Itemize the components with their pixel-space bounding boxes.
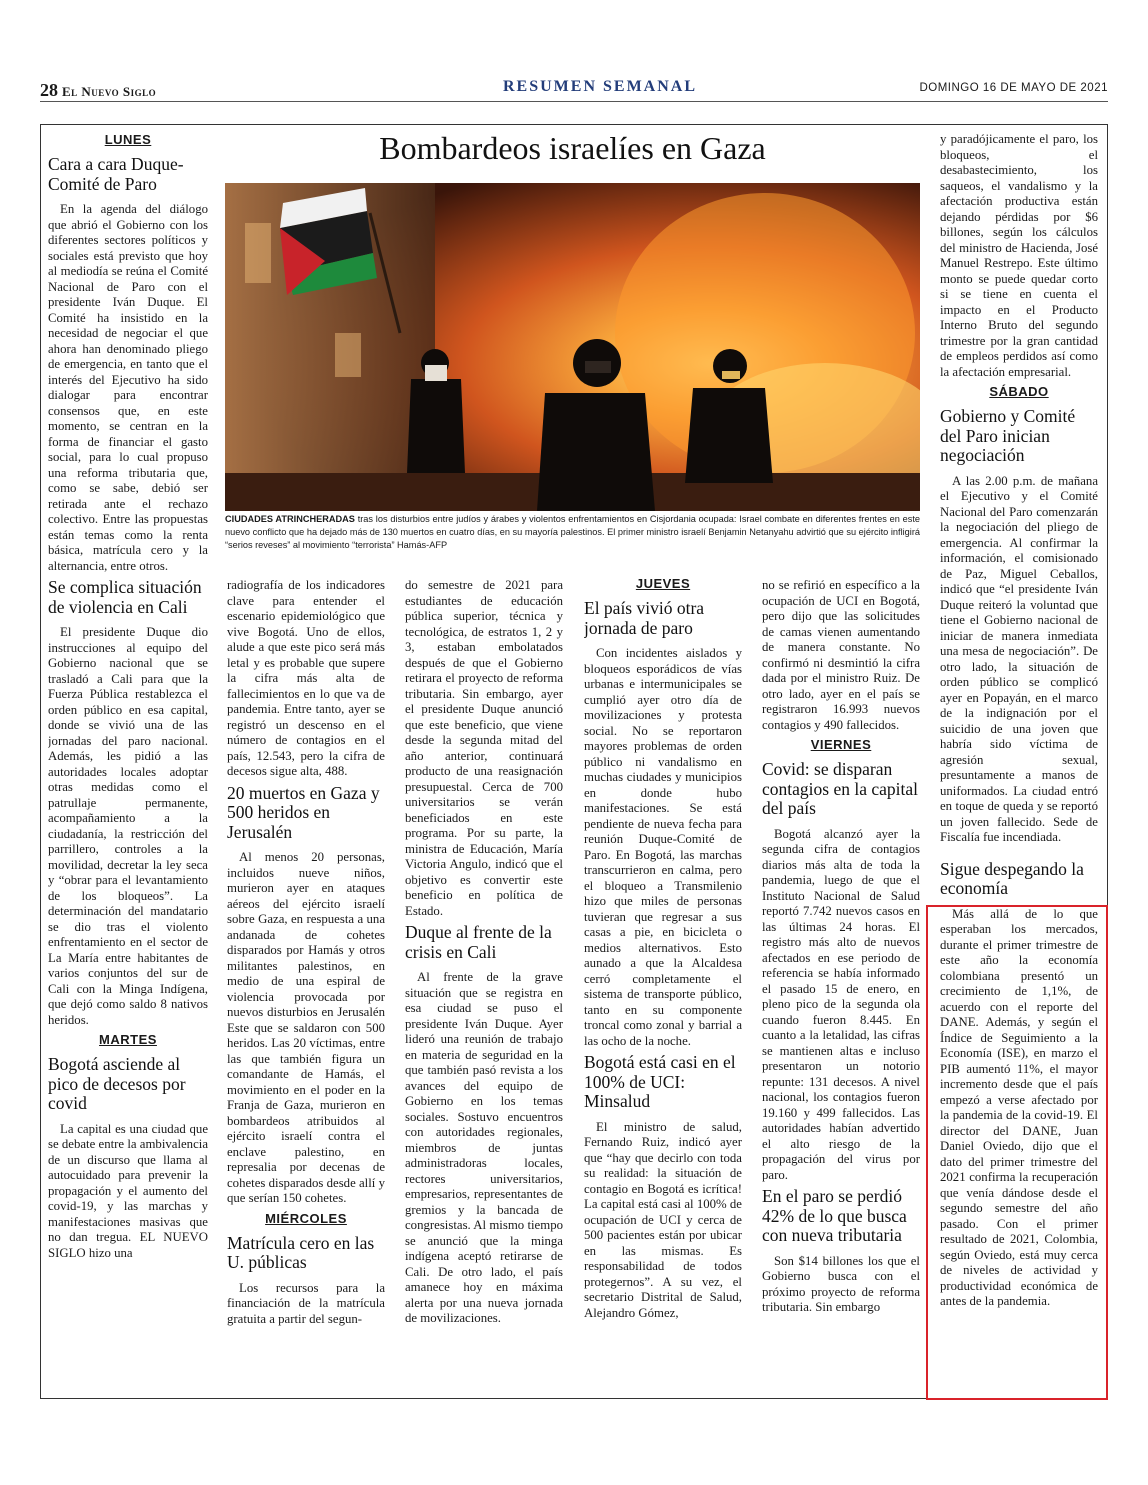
column-5 xyxy=(762,578,920,1396)
article-body: Los recursos para la financiación de la matrícula gratuita a partir del segun- xyxy=(227,1280,385,1326)
article-body: El ministro de salud, Fernando Ruiz, indicó ayer que “hay que decirlo con toda su realidad: la situación de contagio en Bogotá es icrítica! La capital está casi al 100% de ocupación de UCI y cerca de 500 pacientes están por ubicar en las mismas. Es responsabilidad de todos protegernos”. A su vez, el secretario Distrital de Salud, Alejandro Gómez, xyxy=(584,1119,742,1320)
article-body: no se refirió en específico a la ocupación de UCI en Bogotá, pero dijo que las solicitudes de camas vienen aumentando de manera constante. No confirmó ni desmintió la cifra dada por el ministro Ruiz. De otro lado, ayer en el país se registraron 16.993 nuevos contagios y 490 fallecidos. xyxy=(762,578,920,732)
column-4 xyxy=(584,572,742,1396)
masthead xyxy=(40,80,1108,102)
highlight-box xyxy=(926,905,1108,1400)
headline-duque-cali: Duque al frente de la crisis en Cali xyxy=(405,922,552,962)
headline-violencia-cali: Se complica situación de violencia en Cali xyxy=(48,577,202,617)
column-2 xyxy=(227,578,385,1396)
caption-lead: CIUDADES ATRINCHERADAS xyxy=(225,514,355,524)
headline-bogota-uci: Bogotá está casi en el 100% de UCI: Minsalud xyxy=(584,1052,736,1111)
article-body: En la agenda del diálogo que abrió el Gobierno con los diferentes sectores políticos y sociales está previsto que hoy al mediodía se reúna el Comité Nacional de Paro con el presidente Iván Duque. El Comité ha insistido en la necesidad de negociar el que ahora han denominado pliego de emergencia, en tanto que el interés del Ejecutivo ha sido dialogar para encontrar consensos que, en este momento, se centran en la forma de financiar el gasto social, para lo cual propuso una reforma tributaria que, como se sabe, debió ser retirada ante el rechazo colectivo. Entre las propuestas están temas como la renta básica, matrícula cero y la alternancia, entre otros. xyxy=(48,202,208,573)
headline-matricula-cero: Matrícula cero en las U. públicas xyxy=(227,1232,375,1272)
headline-covid-contagios: Covid: se disparan contagios en la capital del país xyxy=(762,759,918,818)
brand-name: El Nuevo Siglo xyxy=(62,84,157,99)
protest-photo-illustration xyxy=(225,183,920,511)
column-1 xyxy=(48,128,208,1396)
article-body: La capital es una ciudad que se debate entre la ambivalencia de un discurso que llama al autocuidado para prevenir la propagación y el aumento del covid-19, y las marchas y manifestaciones masivas que no dan tregua. EL NUEVO SIGLO hizo una xyxy=(48,1121,208,1260)
caption-text: tras los disturbios entre judíos y árabes y violentos enfrentamientos en Cisjordania ocupada: Israel combate en diferentes frentes en este nuevo conflicto que ha dejado más de 130 muertos en cuatro días, en su mayoría palestinos. El primer ministro israelí Benjamin Netanyahu advirtió que su ejército infligirá “serios reveses” al movimiento “terrorista” Hamás- xyxy=(225,514,920,550)
article-body: Al frente de la grave situación que se registra en esa ciudad se puso el presidente Iván Duque. Ayer lideró una reunión de trabajo en materia de seguridad en la que también pasó revista a los avances del equipo de Gobierno en los temas sociales. Sostuvo encuentros con autoridades regionales, miembros de juntas administradoras locales, rectores universitarios, empresarios, representantes de gremios y la bancada de congresistas. Al mismo tiempo se anunció que la minga indígena aceptó retirarse de Cali. De otro lado, el país amanece hoy en máxima alerta por una nueva jornada de movilizaciones. xyxy=(405,970,563,1325)
article-body: do semestre de 2021 para estudiantes de educación pública superior, técnica y tecnológica, de estratos 1, 2 y 3, estaban embolatados después de que el Gobierno retirara el proyecto de reforma tributaria. Sin embargo, ayer el presidente Duque anunció que este beneficio, que viene desde la segunda mitad del año anterior, continuará producto de una reasignación presupuestal. Cerca de 700 universitarios se verán beneficiados en este programa. Por su parte, la ministra de Educación, María Victoria Angulo, indicó que el objetivo es convertir este beneficio en política de Estado. xyxy=(405,578,563,918)
main-headline: Bombardeos israelíes en Gaza xyxy=(379,130,766,166)
news-photo xyxy=(225,183,920,511)
day-label-viernes: VIERNES xyxy=(810,737,872,752)
headline-gobierno-comite: Gobierno y Comité del Paro inician negociación xyxy=(940,406,1076,465)
column-3 xyxy=(405,578,563,1396)
article-body: Bogotá alcanzó ayer la segunda cifra de contagios diarios más alta de toda la pandemia, luego de que el Instituto Nacional de Salud reportó 7.742 nuevos casos en las últimas 24 horas. El registro más alto de nuevos afectados en ese periodo de referencia se había informado el pasado 15 de enero, en pleno pico de la segunda ola cuando fueron 8.445. En cuanto a la letalidad, las cifras se mantienen altas e incluso presentaron un notorio repunte: 131 decesos. A nivel nacional, los contagios fueron 19.160 y 499 fallecidos. Las autoridades habían advertido el alto riesgo de la propagación del virus por paro. xyxy=(762,826,920,1182)
page-number-text: 28 xyxy=(40,80,58,100)
day-label-miercoles: MIÉRCOLES xyxy=(265,1210,347,1226)
article-body: radiografía de los indicadores clave para entender el escenario epidemiológico que vive Bogotá. Uno de ellos, alude a que este pico será más letal y es probable que supere la cifra más alta de fallecimientos en lo que va de pandemia. Entre tanto, ayer se registró un descenso en el número de contagios en el país, 12.543, pero la cifra de decesos sigue alta, 488. xyxy=(227,578,385,778)
headline-bogota-decesos: Bogotá asciende al pico de decesos por covid xyxy=(48,1054,186,1113)
article-body: Más allá de lo que esperaban los mercados, durante el primer trimestre de este año la economía colombiana presentó un crecimiento de 1,1%, de acuerdo con el reporte del DANE. Además, y según el Índice de Seguimiento a la Economía (ISE), en marzo el PIB aumentó 11%, el mayor incremento desde que el país empezó a verse afectado por la pandemia de la covid-19. El director del DANE, Juan Daniel Oviedo, dijo que el dato del primer trimestre del 2021 confirma la recuperación que venía dándose desde el segundo semestre del año pasado. Con el primer resultado de 2021, Colombia, según Oviedo, está muy cerca de niveles de actividad y productividad económica de antes de la pandemia. xyxy=(940,906,1098,1308)
article-body: y paradójicamente el paro, los bloqueos, el desabastecimiento, los saqueos, el vandalismo y la afectación productiva están dejando pérdidas por $6 billones, según los cálculos del ministro de Hacienda, José Manuel Restrepo. Este último monto se puede quedar corto si se tiene en cuenta el impacto en el Producto Interno Bruto del segundo trimestre por la gran cantidad de empleos perdidos así como la afectación empresarial. xyxy=(940,132,1098,379)
day-label-sabado: SÁBADO xyxy=(989,384,1049,399)
article-body: Al menos 20 personas, incluidos nueve niños, murieron ayer en ataques aéreos del ejército israelí sobre Gaza, en respuesta a una andanada de cohetes disparados por Hamás y otros militantes palestinos, en medio de una espiral de violencia provocada por nuevos disturbios en Jerusalén Este que se saldaron con 500 heridos. Las 20 víctimas, entre las que también figura un comandante de Hamás, el movimiento en el poder en la Franja de Gaza, murieron en bombardeos atribuidos al ejército israelí contra el enclave palestino, en represalia por decenas de cohetes disparados desde allí y que serían 150 cohetes. xyxy=(227,850,385,1205)
article-body: Con incidentes aislados y bloqueos esporádicos de vías urbanas e intermunicipales se cumplió ayer otro día de movilizaciones y protesta social. No se reportaron mayores problemas de orden público ni vandalismo en muchas ciudades y municipios en donde hubo manifestaciones. Se está pendiente de nueva fecha para reunión Duque-Comité de Paro. En Bogotá, las marchas transcurrieron en calma, pero el bloqueo a Transmilenio hizo que miles de personas tuvieran que regresar a sus casas a pie, en bicicleta o medios alternativos. Esto aunado a que la Alcaldesa cerró completamente el sistema de transporte público, tanto en su componente troncal como zonal y barrial a las ocho de la noche. xyxy=(584,646,742,1048)
article-body: A las 2.00 p.m. de mañana el Ejecutivo y el Comité Nacional del Paro comenzarán la negociación del pliego de emergencia. Al confirmar la información, el comisionado de Paz, Miguel Ceballos, indicó que “el presidente Iván Duque reiteró la voluntad que tiene el Gobierno nacional de iniciar de manera inmediata una mesa de negociación”. De otro lado, la situación de orden público se complicó ayer en Popayán, en el marco de la indignación por el suicidio de una joven que habría sido víctima de agresión sexual, presuntamente a manos de uniformados. La ciudad entró en toque de queda y se reportó un joven fallecido. Sede de Fiscalía fue incendiada. xyxy=(940,473,1098,844)
page-number xyxy=(40,80,156,101)
headline-sigue-despegando: Sigue despegando la economía xyxy=(940,858,1084,898)
article-body: Son $14 billones los que el Gobierno busca con el próximo proyecto de reforma tributaria. Sin embargo xyxy=(762,1253,920,1314)
article-body: El presidente Duque dio instrucciones al equipo del Gobierno nacional que se trasladó a Cali para que la Fuerza Pública restablezca el orden público en esa capital, donde se vivió una de las jornadas del paro nacional. Además, les pidió a las autoridades locales adoptar otras medidas como el patrullaje permanente, acompañamiento a la ciudadanía, la restricción del parrillero, controles a la movilidad, decretar la ley seca y “obrar para el levantamiento de los bloqueos”. La determinación del mandatario se dio tras el violento enfrentamiento en el sector de La María entre habitantes de varios conjuntos del sur de Cali con la Minga Indígena, que dejó como saldo 8 nativos heridos. xyxy=(48,625,208,1027)
headline-jornada-paro: El país vivió otra jornada de paro xyxy=(584,598,705,638)
day-label-jueves: JUEVES xyxy=(635,576,691,591)
day-label-martes: MARTES xyxy=(99,1032,157,1047)
headline-cara-a-cara: Cara a cara Duque-Comité de Paro xyxy=(48,154,184,194)
issue-date: DOMINGO 16 DE MAYO DE 2021 xyxy=(919,82,1108,94)
headline-paro-tributaria: En el paro se perdió 42% de lo que busca con nueva tributaria xyxy=(762,1186,907,1245)
section-title: RESUMEN SEMANAL xyxy=(502,78,697,95)
headline-gaza-jerusalen: 20 muertos en Gaza y 500 heridos en Jerusalén xyxy=(227,782,380,842)
caption-credit: AFP xyxy=(429,540,448,550)
photo-caption xyxy=(225,513,920,552)
day-label-lunes: LUNES xyxy=(104,132,152,147)
